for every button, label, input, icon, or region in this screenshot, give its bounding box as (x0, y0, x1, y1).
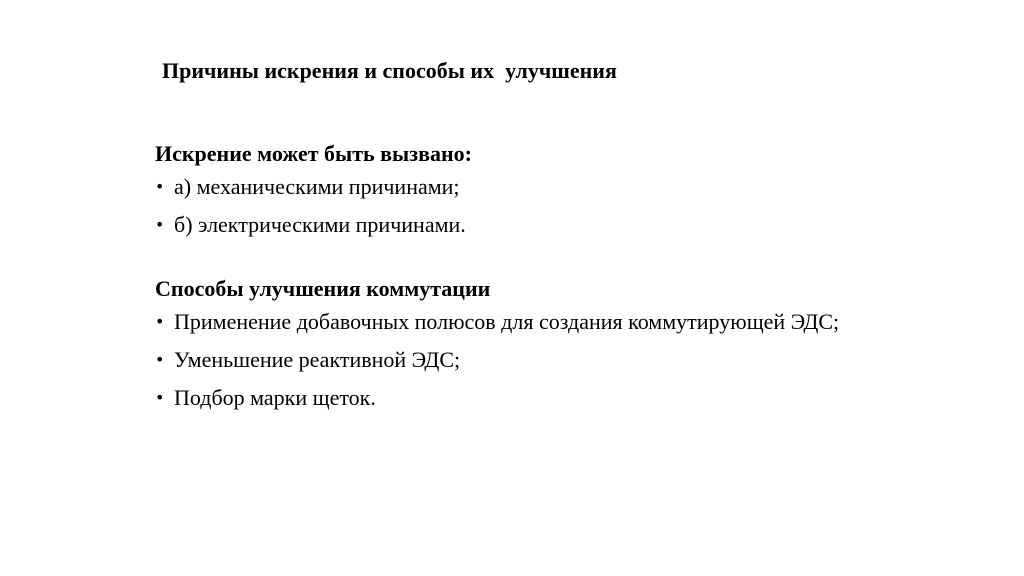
bullet-icon: • (155, 215, 165, 234)
list-item-text: а) механическими причинами; (174, 174, 460, 199)
commutation-methods-heading: Способы улучшения коммутации (155, 276, 491, 301)
sparking-causes-list (155, 175, 871, 237)
commutation-methods-list (155, 310, 871, 410)
list-item-text: Уменьшение реактивной ЭДС; (174, 347, 461, 372)
bullet-icon: • (155, 312, 165, 331)
commutation-methods-section (155, 275, 871, 410)
list-item (155, 348, 871, 372)
list-item-text: б) электрическими причинами. (174, 212, 466, 237)
bullet-icon: • (155, 388, 165, 407)
list-item (155, 175, 871, 199)
bullet-icon: • (155, 350, 165, 369)
list-item (155, 386, 871, 410)
slide-content (155, 140, 871, 424)
bullet-icon: • (155, 177, 165, 196)
sparking-causes-heading: Искрение может быть вызвано: (155, 141, 472, 166)
list-item (155, 310, 871, 334)
list-item (155, 213, 871, 237)
sparking-causes-section (155, 140, 871, 237)
list-item-text: Применение добавочных полюсов для создания коммутирующей ЭДС; (174, 309, 840, 334)
list-item-text: Подбор марки щеток. (174, 385, 376, 410)
slide-title: Причины искрения и способы их улучшения (162, 58, 617, 83)
